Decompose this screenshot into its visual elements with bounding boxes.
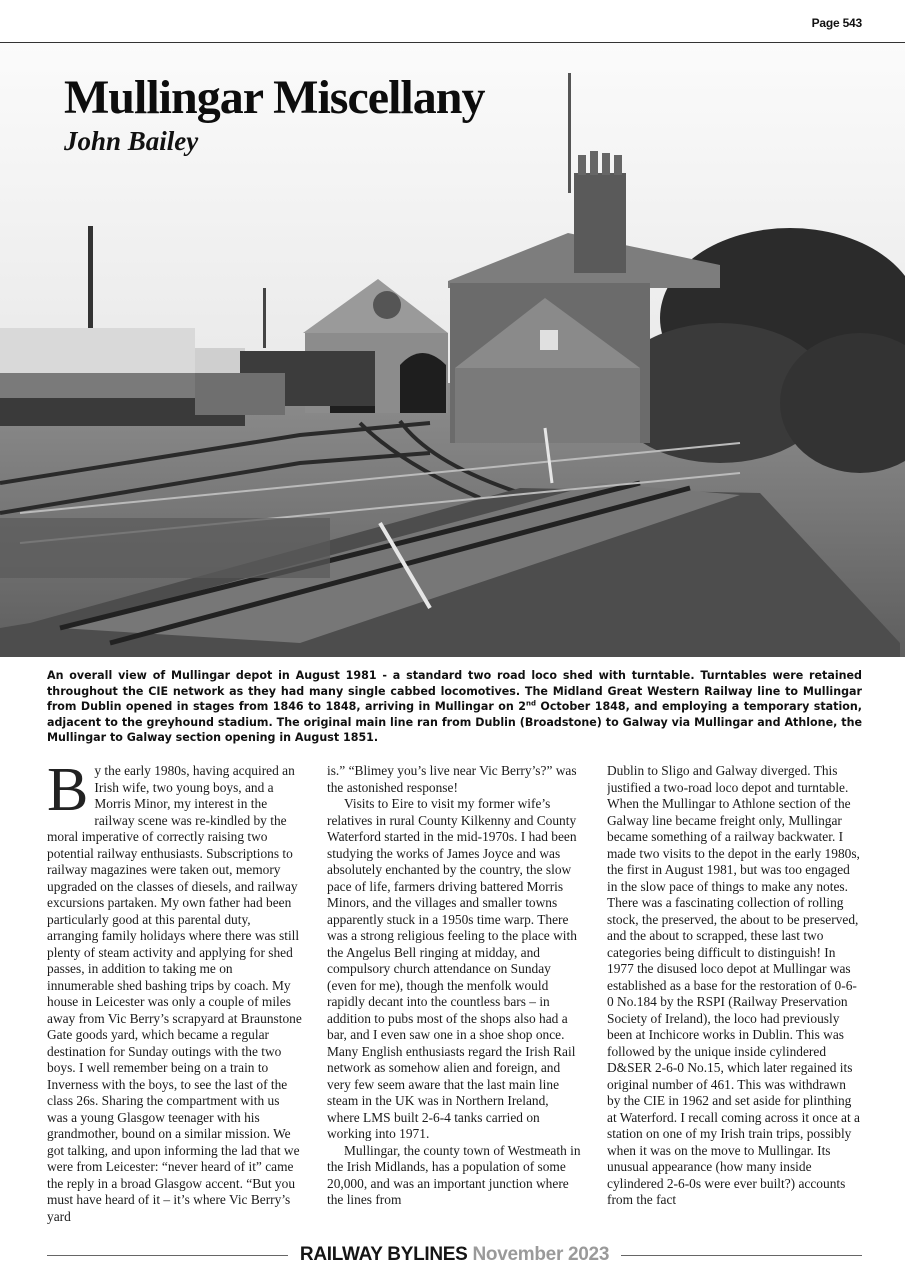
footer-brand <box>300 1244 609 1266</box>
footer-rule-left <box>47 1255 288 1256</box>
issue-date: November 2023 <box>472 1244 610 1265</box>
footer-rule-right <box>621 1255 862 1256</box>
paragraph-3: Visits to Eire to visit my former wife’s relatives in rural County Kilkenny and County Waterford started in the mid-1970s. I had been studying the works of James Joyce and was absolutely enchanted by the country, the slow pace of life, farmers driving battered Morris Minors, and the villages and smaller towns apparently stuck in a 1950s time warp. There was a strong religious feeling to the place with the Angelus Bell ringing at midday, and compulsory church attendance on Sunday (even for me), though the menfolk would rapidly decant into the countless bars – in addition to pubs most of the shops also had a bar, and I even saw one in a shoe shop once. Many English enthusiasts regard the Irish Rail network as somehow alien and foreign, and very few seem aware that the last main line steam in the UK was in Northern Ireland, where LMS built 2-6-4 tanks carried on working into 1971. <box>327 796 577 1141</box>
drop-cap: B <box>47 763 89 824</box>
footer <box>47 1244 862 1266</box>
paragraph-5: Dublin to Sligo and Galway diverged. This justified a two-road loco depot and turntable. When the Mullingar to Athlone section of the Galway line became freight only, Mullingar became something of a railway backwater. I made two visits to the depot in the early 1980s, the first in August 1981, but was too engaged in the slow pace of things to make any notes. There was a fascinating collection of rolling stock, the preserved, the about to be preserved, and the about to scrapped, these last two categories being difficult to distinguish! In 1977 the disused loco depot at Mullingar was established as a base for the restoration of 0-6-0 No.184 by the RSPI (Railway Preservation Society of Ireland), the loco had previously been at Inchicore works in Dublin. This was followed by the unique inside cylindered D&SER 2-6-0 No.15, which later regained its original number of 461. This was withdrawn by the CIE in 1962 and set aside for plinthing at Waterford. I recall coming across it once at a station on one of my Irish train trips, possibly when it was on the move to Mullingar. Its unusual appearance (how many inside cylindered 2-6-0s were ever built?) accounts from the fact <box>607 763 860 1207</box>
caption-text-2: October 1848, and employing a temporary station, adjacent to the greyhound stadium. The original main line ran from Dublin (Broadstone) to Galway via Mullingar and Athlone, the Mullingar to Galway section opening in August 1851. <box>47 700 863 744</box>
paragraph-1-text: y the early 1980s, having acquired an Irish wife, two young boys, and a Morris Minor, my interest in the railway scene was re-kindled by the moral imperative of correctly raising two potential railway enthusiasts. Subscriptions to railway magazines were taken out, memory upgraded on the classes of diesels, and railway excursions partaken. My own father had been particularly good at this parental duty, arranging family holidays where there was still plenty of steam activity and applying for shed passes, in addition to taking me on innumerable shed bashing trips by coach. My house in Leicester was only a couple of miles away from Vic Berry’s scrapyard at Braunstone Gate goods yard, which became a regular destination for Sunday outings with the two boys. I well remember being on a train to Inverness with the boys, to see the last of the class 26s. Sharing the compartment with us was a young Glasgow teenager with his grandmother, bound on a similar mission. We got talking, and upon informing the lad that we were from Leicester: “never heard of it” came the reply in a broad Glasgow accent. “But you must have heard of it – it’s where Vic Berry’s yard <box>47 763 302 1224</box>
magazine-name: RAILWAY BYLINES <box>299 1244 468 1265</box>
caption-text-1: An overall view of Mullingar depot in August 1981 - a standard two road loco shed with turntable. Turntables were retained throughout the CIE network as they had many single cabbed locomotives. The Midland Great Western Railway line to Mullingar from Dublin opened in stages from 1846 to 1848, arriving in Mullingar on 2 <box>47 669 862 713</box>
column-1 <box>47 763 302 1233</box>
column-3 <box>607 763 862 1233</box>
column-2 <box>327 763 582 1233</box>
article-body <box>47 763 862 1233</box>
page-number: Page 543 <box>811 16 862 30</box>
paragraph-4: Mullingar, the county town of Westmeath in the Irish Midlands, has a population of some 20,000, and was an important junction where the lines from <box>327 1142 581 1207</box>
paragraph-1 <box>47 763 302 1225</box>
caption-superscript: nd <box>525 699 536 708</box>
photo-caption <box>47 668 862 746</box>
paragraph-2: is.” “Blimey you’s live near Vic Berry’s?” was the astonished response! <box>327 763 577 795</box>
article-author: John Bailey <box>64 126 199 156</box>
article-title: Mullingar Miscellany <box>64 71 485 124</box>
